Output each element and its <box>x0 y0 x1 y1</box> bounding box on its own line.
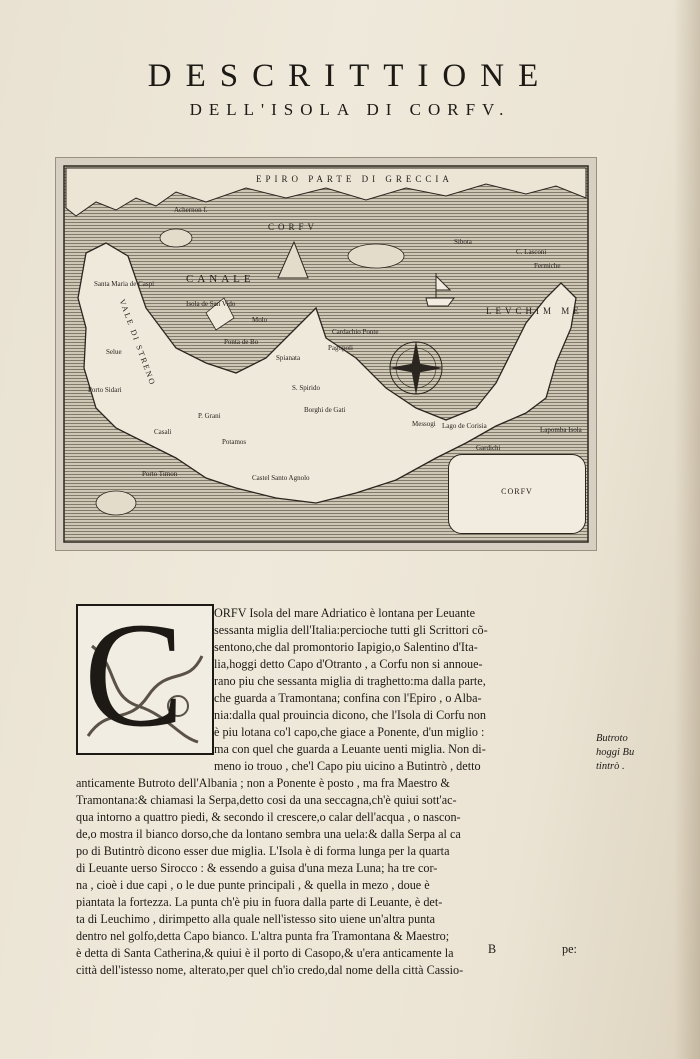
map-label-messogi: Messogi <box>412 420 436 428</box>
text-line: anticamente Butroto dell'Albania ; non a Ponente è posto , ma fra Maestro & <box>76 776 450 790</box>
map-label-vale: VALE DI STRENO <box>117 298 158 388</box>
map-label-spianata: Spianata <box>276 354 301 362</box>
text-line: lia,hoggi detto Capo d'Otranto , a Corfu non si annoue- <box>214 657 483 671</box>
engraved-map <box>56 158 596 550</box>
text-line: che guarda a Tramontana; confina con l'Epiro , o Alba- <box>214 691 482 705</box>
map-label-lago: Lago de Corisia <box>442 422 487 430</box>
map-label-leuchimme: LEVCHIM ME <box>486 306 583 316</box>
map-label-s-spirido: S. Spirido <box>292 384 321 392</box>
map-label-lapomba: Lapomba Isola <box>540 426 582 434</box>
map-label-fermiche: Fermiche <box>534 262 561 270</box>
map-label-borghi: Borghi de Gati <box>304 406 346 414</box>
catchword: pe: <box>562 942 577 956</box>
text-line: de,o mostra il bianco dorso,che da lontano sembra una uela:& dalla Serpa al ca <box>76 827 461 841</box>
margin-note-line: hoggi Bu <box>596 747 635 758</box>
map-label-selue: Selue <box>106 348 122 356</box>
map-label-achernon: Achernon f. <box>174 206 208 214</box>
map-label-epiro: EPIRO PARTE DI GRECCIA <box>256 174 453 184</box>
text-line: di Leuante uerso Sirocco : & essendo a guisa d'una meza Luna; ha tre cor- <box>76 861 438 875</box>
map-label-castel-agnolo: Castel Santo Agnolo <box>252 474 310 482</box>
text-line: sessanta miglia dell'Italia:percioche tutti gli Scrittori cõ- <box>214 623 488 637</box>
margin-note-line: Butroto <box>596 733 628 744</box>
map-label-sibota: Sibota <box>454 238 472 246</box>
text-line: qua intorno a quattro piedi, & secondo il crescere,o calar dell'acqua , o nascon- <box>76 810 461 824</box>
margin-note-line: tintrò . <box>596 761 625 772</box>
text-line: è detta di Santa Catherina,& quiui è il porto di Casopo,& u'era anticamente la <box>76 946 454 960</box>
map-label-isola-vido: Isola de San Vido <box>186 300 236 308</box>
text-line: dentro nel golfo,detta Capo bianco. L'altra punta fra Tramontana & Maestro; <box>76 929 450 943</box>
map-label-c-lasconi: C. Lasconi <box>516 248 547 256</box>
map-label-p-grani: P. Grani <box>198 412 221 420</box>
text-line: Tramontana:& chiamasi la Serpa,detto cosi da una seccagna,ch'è quiui sott'ac- <box>76 793 457 807</box>
map-label-porto-sidari: Porto Sidari <box>88 386 122 394</box>
text-line: ma con quel che guarda a Leuante uenti miglia. Non di- <box>214 742 486 756</box>
text-line: sentono,che dal promontorio Iapigio,o Salentino d'Ita- <box>214 640 478 654</box>
initial-letter: C <box>84 604 185 755</box>
map-label-potamos: Potamos <box>222 438 247 446</box>
cartouche-title: CORFV <box>501 487 533 496</box>
map-cartouche <box>448 454 586 534</box>
signature-mark: B <box>488 942 497 956</box>
map-label-cardachi: Cardachio Ponte <box>332 328 379 336</box>
page-title: DESCRITTIONE <box>147 58 553 94</box>
map-label-santa-maria: Santa Maria de Caspi <box>94 280 155 288</box>
text-line: rano piu che sessanta miglia di traghetto:ma dalla parte, <box>214 674 486 688</box>
sea-monster-top <box>160 229 192 247</box>
text-line: meno io trouo , che'l Capo piu uicino a Butintrò , detto <box>214 759 481 773</box>
map-label-corfu: CORFV <box>268 222 319 232</box>
map-label-molo: Molo <box>252 316 268 324</box>
text-line: piantata la fortezza. La punta ch'è piu in fuora dalla parte di Leuante, è det- <box>76 895 443 909</box>
wind-head <box>348 244 404 268</box>
map-label-ponta-bo: Ponta de Bo <box>224 338 259 346</box>
map-label-canale: CANALE <box>186 273 255 285</box>
text-line: na , cioè i due capi , o le due punte principali , & quella in mezo , doue è <box>76 878 430 892</box>
text-line: nia:dalla qual prouincia dicono, che l'Isola di Corfu non <box>214 708 486 722</box>
page-edge-shadow <box>674 0 700 1059</box>
map-label-pagopoli: Pagopoli <box>328 344 353 352</box>
page-subtitle: DELL'ISOLA DI CORFV. <box>189 100 511 119</box>
map-label-porto-timon: Porto Timon <box>142 470 178 478</box>
map-label-casali: Casali <box>154 428 172 436</box>
map-label-gardichi: Gardichi <box>476 444 501 452</box>
text-line: città dell'istesso nome, alterato,per quel ch'io credo,dal nome della città Cassio- <box>76 963 464 977</box>
text-line: è piu lotana co'l capo,che giace a Ponente, d'un miglio : <box>214 725 485 739</box>
sea-monster-bottom <box>96 491 136 515</box>
text-line: po di Butintrò dicono esser due miglia. L'Isola è di forma lunga per la quarta <box>76 844 450 858</box>
decorated-initial <box>76 604 214 755</box>
text-line: ta di Leuchimo , dirimpetto alla quale nell'istesso sito uiene un'altra punta <box>76 912 436 926</box>
text-line: ORFV Isola del mare Adriatico è lontana per Leuante <box>214 606 476 620</box>
